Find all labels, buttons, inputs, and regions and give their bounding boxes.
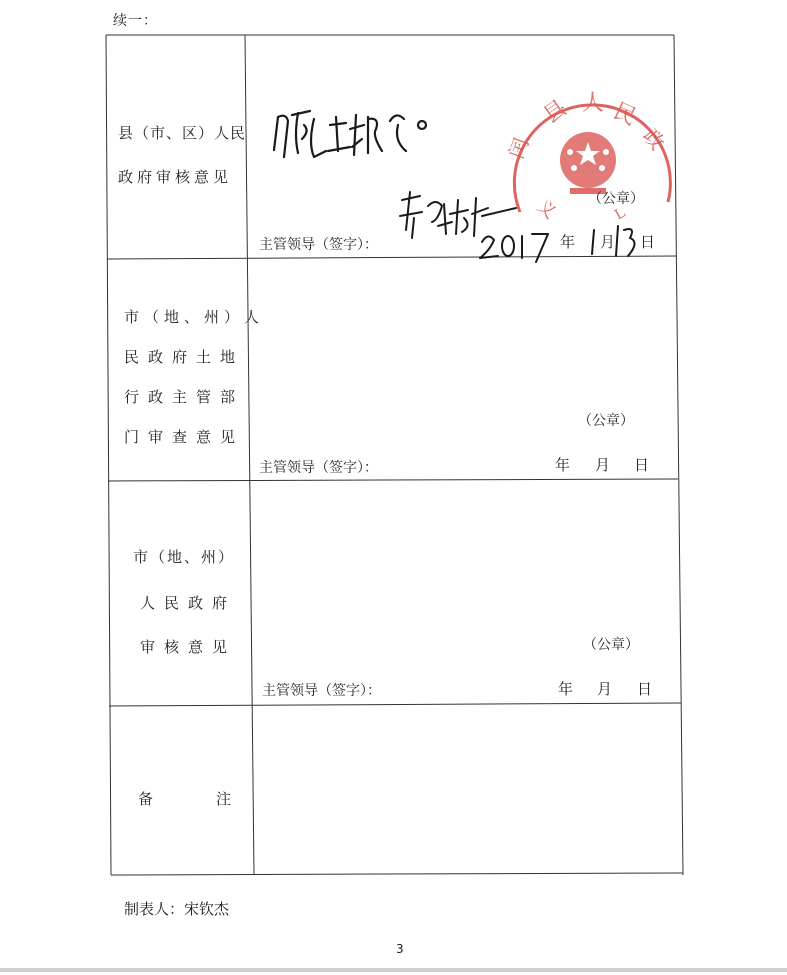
svg-text:闰: 闰 bbox=[504, 134, 534, 162]
row1-signer-label: 主管领导（签字）： bbox=[259, 237, 378, 253]
row2-label-line4: 门审查意见 bbox=[124, 428, 245, 446]
row3-year-label: 年 bbox=[558, 680, 574, 698]
row2-day-label: 日 bbox=[634, 456, 650, 474]
row3-seal-label: （公章） bbox=[583, 637, 639, 653]
row3-signer-label: 主管领导（签字）： bbox=[262, 683, 381, 699]
row2-label-line2: 民政府土地 bbox=[124, 348, 245, 366]
row1-label-line1: 县（市、区）人民 bbox=[118, 124, 247, 142]
row1-year-label: 年 bbox=[560, 233, 576, 251]
row1-seal-label: （公章） bbox=[588, 191, 644, 207]
row2-year-label: 年 bbox=[555, 456, 571, 474]
row3-label-line3: 审核意见 bbox=[140, 638, 237, 656]
scan-bottom-edge bbox=[0, 968, 787, 972]
row4-label-right: 注 bbox=[216, 790, 232, 808]
page-number: 3 bbox=[396, 942, 404, 956]
svg-text:义: 义 bbox=[532, 195, 561, 224]
svg-text:民: 民 bbox=[609, 98, 640, 131]
row3-label-line1: 市（地、州） bbox=[133, 548, 236, 566]
row2-label-line3: 行政主管部 bbox=[124, 388, 245, 406]
row2-seal-label: （公章） bbox=[578, 413, 634, 429]
row2-label-line1: 市（地、州）人 bbox=[124, 308, 265, 326]
row4-label-left: 备 bbox=[138, 790, 154, 808]
row1-day-label: 日 bbox=[640, 233, 656, 251]
row3-day-label: 日 bbox=[637, 680, 653, 698]
svg-text:县: 县 bbox=[539, 95, 572, 129]
row1-month-label: 月 bbox=[600, 233, 616, 251]
form-maker: 制表人：宋钦杰 bbox=[124, 900, 230, 918]
row2-month-label: 月 bbox=[595, 456, 611, 474]
handwritten-opinion bbox=[270, 95, 440, 175]
row3-label-line2: 人民政府 bbox=[140, 594, 237, 612]
svg-text:政: 政 bbox=[638, 123, 670, 155]
svg-text:人: 人 bbox=[582, 91, 605, 116]
row1-label-line2: 政府审核意见 bbox=[118, 168, 233, 186]
handwritten-opinion-text: 同意上报。 bbox=[270, 95, 275, 96]
row3-month-label: 月 bbox=[597, 680, 613, 698]
continuation-label: 续一： bbox=[113, 13, 158, 29]
svg-text:L: L bbox=[612, 204, 629, 224]
row2-signer-label: 主管领导（签字）： bbox=[259, 460, 378, 476]
